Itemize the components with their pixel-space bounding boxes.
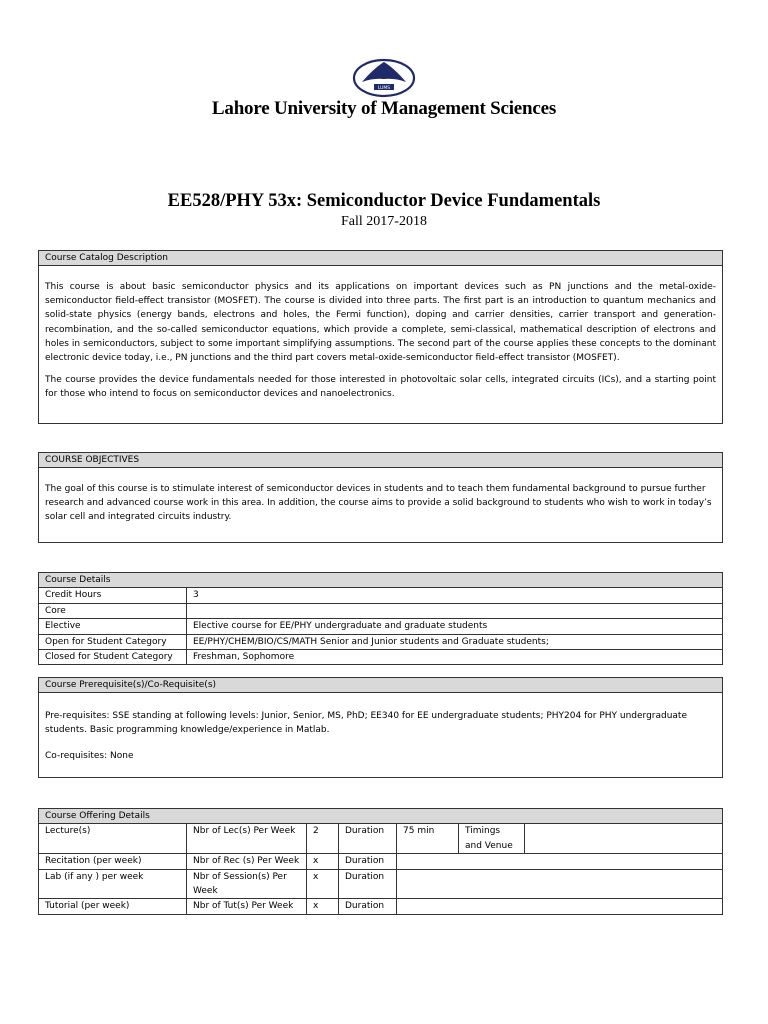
- objectives-heading: COURSE OBJECTIVES: [39, 453, 722, 468]
- table-row: [39, 869, 723, 899]
- table-row: [39, 588, 723, 603]
- offering-timings: [525, 824, 723, 854]
- offering-timings-label: Timings and Venue: [459, 824, 525, 854]
- offering-nbr-label: Nbr of Session(s) Per Week: [187, 869, 307, 899]
- catalog-section: [38, 250, 723, 424]
- offering-duration: [397, 899, 723, 914]
- course-title: EE528/PHY 53x: Semiconductor Device Fundamentals: [167, 191, 601, 211]
- objectives-text: The goal of this course is to stimulate interest of semiconductor devices in students and to teach them fundamental background to pursue further research and advanced course work in this area. In addition, the course aims to provide a solid background to students who wish to work in today’s solar cell and integrated circuits industry.: [45, 484, 712, 523]
- university-name: Lahore University of Management Sciences: [211, 98, 557, 119]
- detail-label: Core: [39, 603, 187, 618]
- table-row: [39, 899, 723, 914]
- objectives-section: [38, 452, 723, 543]
- offering-nbr: x: [307, 854, 339, 869]
- details-heading: Course Details: [39, 573, 723, 588]
- table-row: [39, 634, 723, 649]
- offering-duration-label: Duration: [339, 854, 397, 869]
- detail-label: Elective: [39, 619, 187, 634]
- offering-label: Lecture(s): [39, 824, 187, 854]
- prereq-text: Pre-requisites: SSE standing at following levels: Junior, Senior, MS, PhD; EE340 for EE undergraduate students; PHY204 for PHY undergraduate students. Basic programming knowledge/experience in Matlab.: [45, 711, 687, 736]
- offering-table: [38, 808, 723, 915]
- lums-logo: [352, 54, 416, 100]
- offering-nbr: x: [307, 869, 339, 899]
- detail-label: Closed for Student Category: [39, 650, 187, 665]
- term: Fall 2017-2018: [341, 214, 427, 229]
- logo-text: LUMS: [377, 86, 391, 91]
- offering-nbr: 2: [307, 824, 339, 854]
- table-row: [39, 824, 723, 854]
- offering-duration-label: Duration: [339, 869, 397, 899]
- prereq-heading: Course Prerequisite(s)/Co-Requisite(s): [39, 678, 722, 693]
- offering-duration: 75 min: [397, 824, 459, 854]
- detail-value: Freshman, Sophomore: [187, 650, 723, 665]
- detail-value: 3: [187, 588, 723, 603]
- offering-duration: [397, 869, 723, 899]
- offering-duration: [397, 854, 723, 869]
- offering-duration-label: Duration: [339, 824, 397, 854]
- offering-label: Tutorial (per week): [39, 899, 187, 914]
- table-row: [39, 619, 723, 634]
- coreq-text: Co-requisites: None: [45, 751, 134, 762]
- detail-value: EE/PHY/CHEM/BIO/CS/MATH Senior and Junior students and Graduate students;: [187, 634, 723, 649]
- catalog-heading: Course Catalog Description: [39, 251, 722, 266]
- detail-value: Elective course for EE/PHY undergraduate and graduate students: [187, 619, 723, 634]
- offering-nbr-label: Nbr of Lec(s) Per Week: [187, 824, 307, 854]
- detail-value: [187, 603, 723, 618]
- table-row: [39, 650, 723, 665]
- offering-duration-label: Duration: [339, 899, 397, 914]
- prereq-section: [38, 677, 723, 778]
- offering-label: Recitation (per week): [39, 854, 187, 869]
- detail-label: Open for Student Category: [39, 634, 187, 649]
- table-row: [39, 603, 723, 618]
- detail-label: Credit Hours: [39, 588, 187, 603]
- offering-nbr-label: Nbr of Rec (s) Per Week: [187, 854, 307, 869]
- details-section: [38, 572, 723, 665]
- offering-label: Lab (if any ) per week: [39, 869, 187, 899]
- offering-heading: Course Offering Details: [39, 809, 723, 824]
- offering-section: [38, 808, 723, 915]
- catalog-paragraph-2: The course provides the device fundamentals needed for those interested in photovoltaic solar cells, integrated circuits (ICs), and a starting point for those who intend to focus on semiconductor devices and nanoelectronics.: [45, 375, 716, 400]
- offering-nbr: x: [307, 899, 339, 914]
- table-row: [39, 854, 723, 869]
- details-table: [38, 572, 723, 665]
- offering-nbr-label: Nbr of Tut(s) Per Week: [187, 899, 307, 914]
- catalog-paragraph-1: This course is about basic semiconductor physics and its applications on important devices such as PN junctions and the metal-oxide-semiconductor field-effect transistor (MOSFET). The course is divided into three parts. The first part is an introduction to quantum mechanics and solid-state physics (energy bands, electrons and holes, the Fermi function), doping and carrier densities, carrier transport and generation-recombination, and the so-called semiconductor equations, which provide a complete, semi-classical, mathematical description of electrons and holes in semiconductors, subject to some important simplifying assumptions. The second part of the course applies these concepts to the dominant electronic device today, i.e., PN junctions and the third part covers metal-oxide-semiconductor field-effect transistor (MOSFET).: [45, 282, 716, 364]
